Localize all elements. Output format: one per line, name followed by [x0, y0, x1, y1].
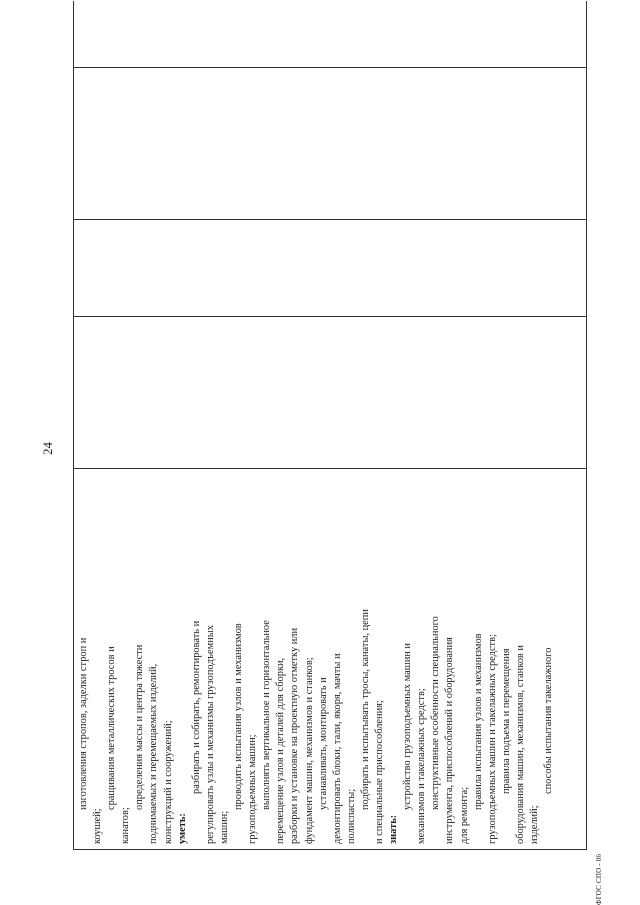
text-line: инструмента, приспособлений и оборудования — [444, 637, 456, 844]
text-line: разборки и установке на проектную отметку или — [289, 627, 301, 844]
text-line: коушей; — [92, 808, 104, 844]
text-line: грузоподъемных машин и такелажных средств; — [486, 634, 498, 844]
text-line: правила испытания узлов и механизмов — [472, 633, 484, 810]
text-line: полиспасты; — [345, 788, 357, 844]
text-line: и специальные приспособления; — [373, 700, 385, 844]
text-line: правила подъема и перемещения — [500, 648, 512, 794]
text-line: способы испытания такелажного — [543, 647, 555, 794]
table-cell-empty — [74, 316, 586, 468]
text-line: демонтировать блоки, тали, якоря, мачты и — [331, 653, 343, 844]
text-line: сращивания металлических тросов и — [106, 646, 118, 810]
text-line: для ремонта; — [458, 786, 470, 844]
text-line: грузоподъемных машин; — [247, 734, 259, 844]
text-line: проводить испытания узлов и механизмов — [233, 623, 245, 810]
text-line: разбирать и собирать, ремонтировать и — [190, 620, 202, 794]
cell-text — [77, 472, 556, 844]
text-line: изготовления стропов, заделки строп и — [78, 637, 89, 810]
text-line: устройство грузоподъемных машин и — [402, 643, 414, 810]
text-line: подбирать и испытывать тросы, канаты, цепи — [359, 609, 371, 810]
table-cell-empty — [74, 67, 586, 219]
section-heading-knowledge: знать: — [388, 814, 400, 844]
text-line: конструкций и сооружений; — [162, 720, 174, 844]
text-line: канатов; — [120, 807, 132, 844]
text-line: поднимаемых и перемещаемых изделий, — [148, 663, 160, 844]
text-line: регулировать узлы и механизмы грузоподъемных — [204, 625, 216, 844]
table-cell-description — [74, 468, 586, 849]
text-line: перемещение узлов и деталей для сборки, — [275, 657, 287, 844]
text-line: механизмов и такелажных средств; — [416, 688, 428, 844]
text-line: оборудования машин, механизмов, станков и — [514, 645, 526, 844]
text-line: конструктивные особенности специального — [430, 616, 442, 810]
text-line: выполнять вертикальное и горизонтальное — [261, 620, 273, 810]
footer-code: ФГОС СПО - 06 — [595, 853, 603, 905]
text-line: фундамент машин, механизмов и станков; — [303, 657, 315, 844]
text-line: устанавливать, монтировать и — [317, 677, 329, 810]
page-number: 24 — [40, 442, 55, 455]
table-cell-empty — [74, 1, 586, 67]
competency-table — [73, 1, 587, 850]
section-heading-skills: уметь: — [176, 813, 188, 844]
text-line: машин; — [218, 810, 230, 844]
table-cell-empty — [74, 219, 586, 316]
text-line: определения массы и центра тяжести — [134, 644, 146, 810]
text-line: изделий; — [529, 805, 540, 844]
